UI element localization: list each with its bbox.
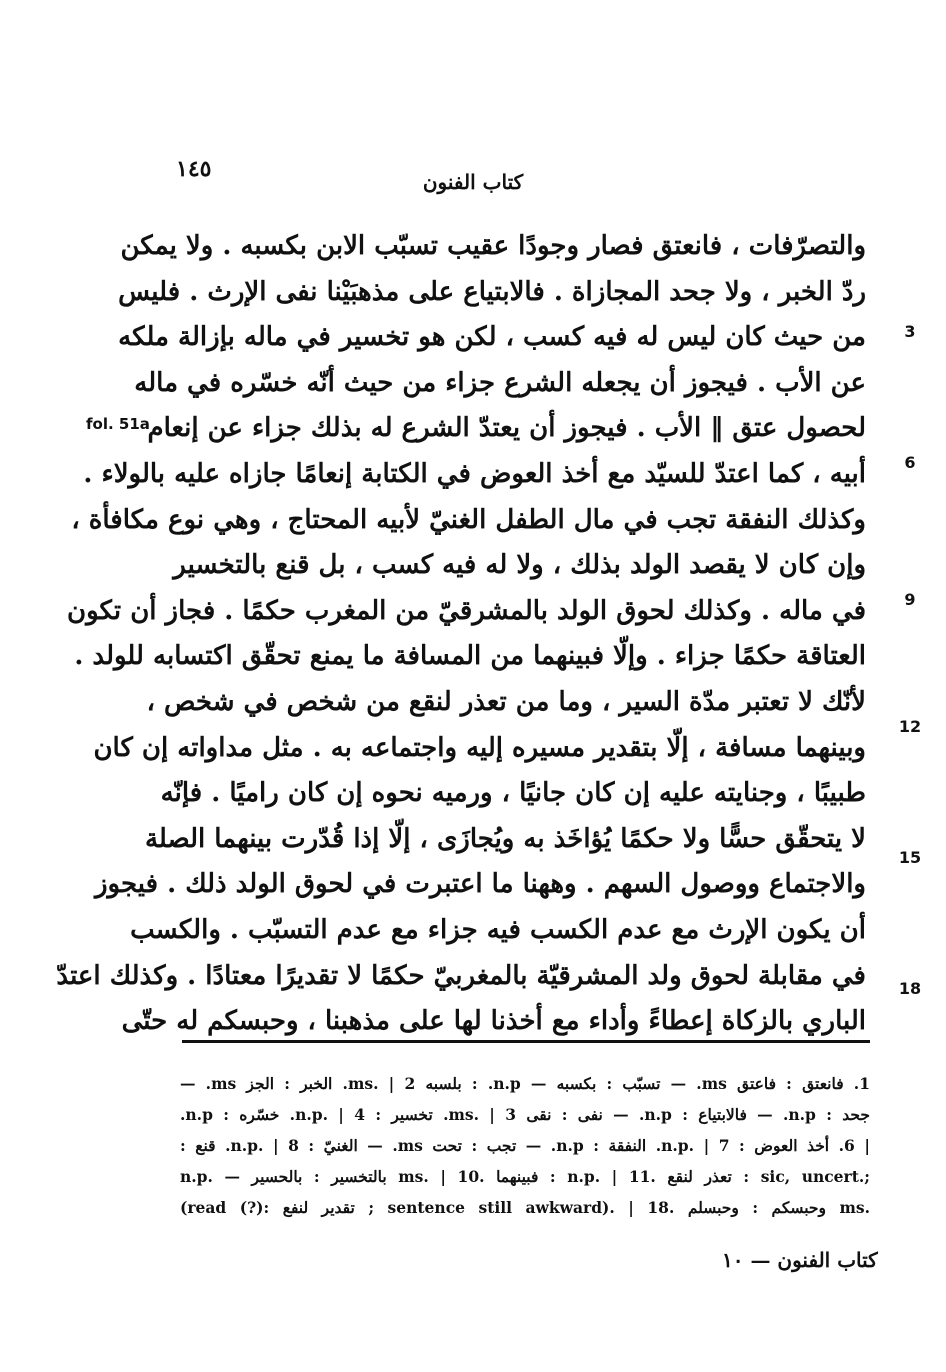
text-line: وكذلك النفقة تجب في مال الطفل الغنيّ لأبيه المحتاج ، وهي نوع مكافأة ، bbox=[71, 504, 866, 535]
page-number: ١٤٥ bbox=[176, 156, 212, 182]
gathering-signature: كتاب الفنون — ١٠ bbox=[722, 1248, 878, 1272]
text-line: العتاقة حكمًا جزاء . وإلّا فبينهما من المسافة ما يمنع تحقّق اكتسابه للولد . bbox=[74, 641, 866, 672]
line-number: 18 bbox=[898, 979, 922, 998]
text-line: طبيبًا ، وجنايته عليه إن كان جانيًا ، ورميه نحوه إن كان راميًا . فإنّه bbox=[160, 778, 866, 809]
text-line: أبيه ، كما اعتدّ للسيّد مع أخذ العوض في الكتابة إنعامًا جازاه عليه بالولاء . bbox=[83, 458, 866, 489]
text-line: الباري بالزكاة إعطاءً وأداء مع أخذنا لها على مذهبنا ، وحبسكم له حتّى bbox=[121, 1006, 866, 1037]
footnote-line: (read (?): تقدير لنفع ; sentence still awkward). | 18. وحبسكم : وحبسلم ms. bbox=[180, 1198, 871, 1217]
folio-margin-note: fol. 51a bbox=[86, 415, 150, 433]
line-number: 3 bbox=[904, 322, 916, 341]
footnotes bbox=[180, 1068, 870, 1223]
line-number: 6 bbox=[904, 453, 916, 472]
footnote-line: جحد : n.p. — فالابتياع : n.p. — نفى : نقى ms. | 3. تخسير : n.p. | 4. خسّره : n.p. bbox=[180, 1105, 870, 1124]
line-number: 12 bbox=[898, 717, 922, 736]
footnote-divider bbox=[182, 1040, 870, 1043]
text-line: لا يتحقّق حسًّا ولا حكمًا يُؤاخَذ به ويُجازَى ، إلّا إذا قُدّرت بينهما الصلة bbox=[144, 823, 866, 854]
line-number: 15 bbox=[898, 848, 922, 867]
text-line: والاجتماع ووصول السهم . وههنا ما اعتبرت في لحوق الولد ذلك . فيجوز bbox=[95, 869, 866, 900]
text-line: لحصول عتق ‖ الأب . فيجوز أن يعتدّ الشرع له بذلك جزاء عن إنعام bbox=[147, 413, 866, 444]
line-number: 9 bbox=[904, 590, 916, 609]
text-line: أن يكون الإرث مع عدم الكسب فيه جزاء مع عدم التسبّب . والكسب bbox=[130, 914, 866, 945]
text-line: في ماله . وكذلك لحوق الولد بالمشرقيّ من المغرب حكمًا . فجاز أن تكون bbox=[67, 595, 866, 626]
text-line: وبينهما مسافة ، إلّا بتقدير مسيره إليه واجتماعه به . مثل مداواته إن كان bbox=[93, 732, 866, 763]
footnote-line: 1. فانعتق : فاعتق ms. — تسبّب : بكسبه — n.p. : بلسبه ms. | 2. الخبر : الجز ms. — bbox=[180, 1074, 870, 1093]
text-line: والتصرّفات ، فانعتق فصار وجودًا عقيب تسبّب الابن بكسبه . ولا يمكن bbox=[120, 231, 866, 261]
running-head: كتاب الفنون bbox=[422, 170, 524, 194]
text-line: من حيث كان ليس له فيه كسب ، لكن هو تخسير في ماله بإزالة ملكه bbox=[118, 322, 866, 353]
text-line: لأنّك لا تعتبر مدّة السير ، وما من تعذر لنقع من شخص في شخص ، bbox=[146, 686, 866, 717]
footnote-line: n.p. — بالتخسير : بالحسير ms. | 10. فبينهما : n.p. | 11. تعذر لنقع : sic, uncert.; bbox=[180, 1167, 870, 1186]
text-line: ردّ الخبر ، ولا جحد المجازاة . فالابتياع على مذهبَيْنا نفى الإرث . فليس bbox=[118, 276, 866, 307]
text-line: عن الأب . فيجوز أن يجعله الشرع جزاء من حيث أنّه خسّره في ماله bbox=[134, 367, 866, 398]
text-line: في مقابلة لحوق ولد المشرقيّة بالمغربيّ حكمًا لا تقديرًا معتادًا . وكذلك اعتدّ bbox=[56, 960, 866, 991]
text-line: وإن كان لا يقصد الولد بذلك ، ولا له فيه كسب ، بل قنع بالتخسير bbox=[173, 550, 866, 581]
footnote-line: | 6. أخذ العوض : n.p. | 7. النفقة : n.p. — تجب : تحت ms. — الغنيّ : n.p. | 8. قنع : bbox=[180, 1136, 871, 1155]
